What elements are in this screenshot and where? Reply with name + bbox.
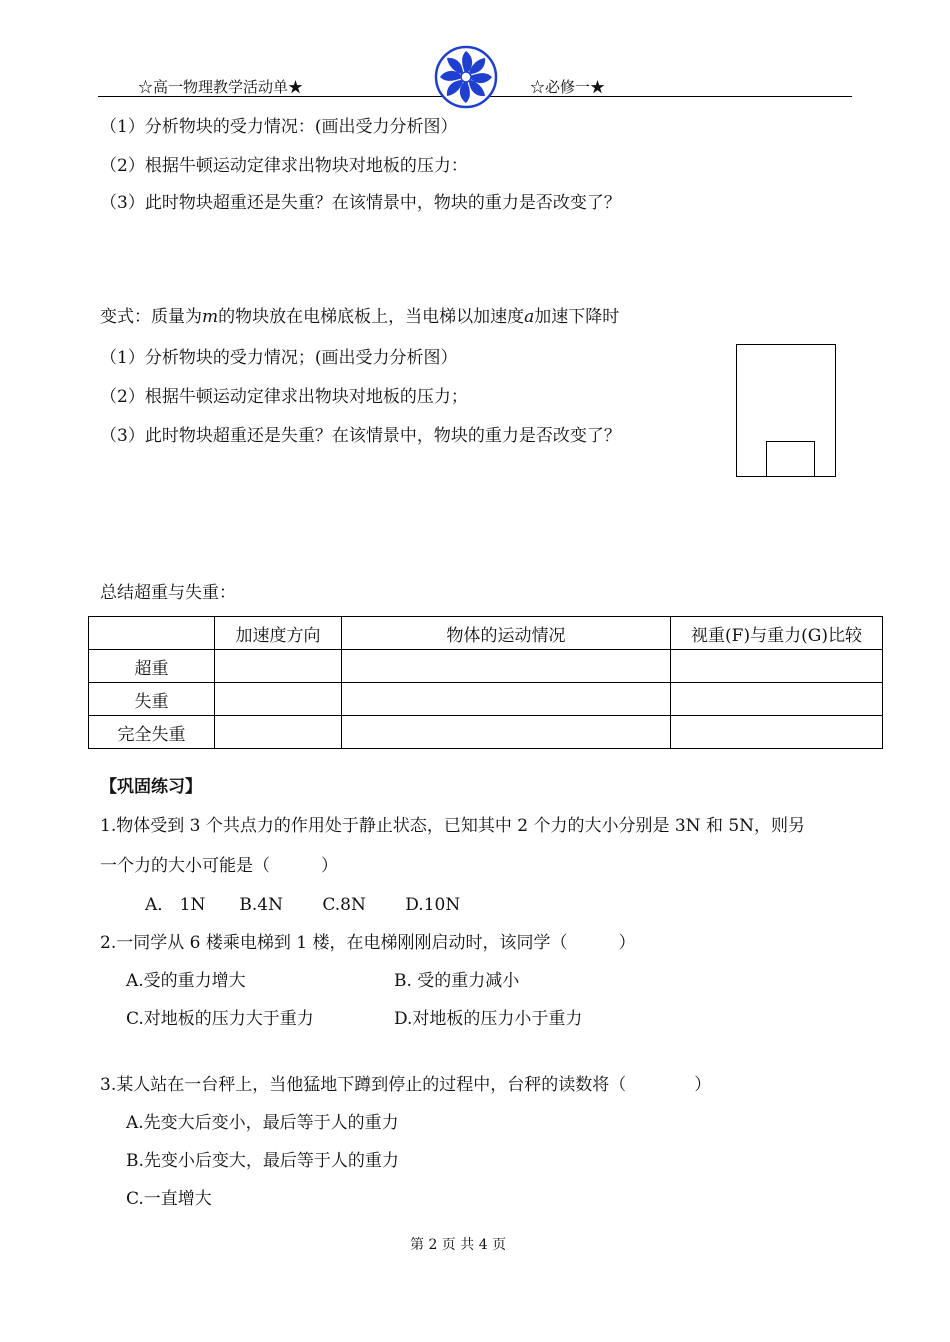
variant-text-1: 质量为: [151, 307, 202, 327]
practice-q2-option-d: D.对地板的压力小于重力: [394, 1009, 583, 1029]
summary-header-cell: 加速度方向: [215, 617, 342, 650]
header-left-title: ☆高一物理教学活动单★: [138, 78, 304, 96]
variant-label: 变式：: [100, 307, 151, 327]
summary-row-label: 失重: [89, 683, 215, 716]
variant-q1-text: 分析物块的受力情况；(画出受力分析图）: [144, 348, 458, 368]
school-logo-icon: [434, 45, 498, 109]
table-row: [89, 650, 883, 683]
summary-title: 总结超重与失重：: [100, 583, 236, 603]
summary-header-cell: [89, 617, 215, 650]
header-right-title: ☆必修一★: [530, 78, 606, 96]
part1-question-2: （2）根据牛顿运动定律求出物块对地板的压力：: [100, 156, 468, 176]
summary-header-row: [89, 617, 883, 650]
practice-title: 【巩固练习】: [100, 777, 202, 797]
variant-question-1: [100, 347, 457, 369]
part1-question-3: （3）此时物块超重还是失重？在该情景中，物块的重力是否改变了？: [100, 193, 621, 213]
table-row: [89, 683, 883, 716]
practice-q1-line1: 1.物体受到 3 个共点力的作用处于静止状态，已知其中 2 个力的大小分别是 3N 和 5N，则另: [100, 816, 806, 836]
variant-intro: [100, 306, 619, 328]
variant-text-3: 加速下降时: [534, 307, 620, 327]
summary-header-cell: 物体的运动情况: [342, 617, 671, 650]
summary-header-cell: 视重(F)与重力(G)比较: [671, 617, 883, 650]
variant-symbol-a: a: [524, 307, 535, 327]
practice-q1-options: A． 1N B.4N C.8N D.10N: [145, 895, 461, 915]
elevator-block: [766, 441, 815, 477]
variant-question-3: （3）此时物块超重还是失重？在该情景中，物块的重力是否改变了？: [100, 426, 621, 446]
practice-q2-option-a: A.受的重力增大: [126, 971, 246, 991]
practice-q2-option-b: B. 受的重力减小: [394, 971, 520, 991]
practice-q3-option-b: B.先变小后变大，最后等于人的重力: [126, 1151, 399, 1171]
variant-symbol-m: m: [202, 307, 219, 327]
page-footer: 第 2 页 共 4 页: [410, 1237, 507, 1253]
table-row: [89, 716, 883, 749]
practice-q2-stem: 2.一同学从 6 楼乘电梯到 1 楼，在电梯刚刚启动时，该同学（ ）: [100, 933, 636, 953]
variant-q1-number: （1）: [100, 348, 145, 368]
part1-question-1: （1）分析物块的受力情况：(画出受力分析图）: [100, 117, 458, 137]
practice-q2-option-c: C.对地板的压力大于重力: [126, 1009, 314, 1029]
summary-row-label: 完全失重: [89, 716, 215, 749]
summary-table: [88, 616, 883, 749]
variant-text-2: 的物块放在电梯底板上，当电梯以加速度: [218, 307, 525, 327]
practice-q1-line2: 一个力的大小可能是（ ）: [100, 856, 338, 876]
practice-q3-option-c: C.一直增大: [126, 1189, 212, 1209]
summary-row-label: 超重: [89, 650, 215, 683]
practice-q3-stem: 3.某人站在一台秤上，当他猛地下蹲到停止的过程中，台秤的读数将（ ）: [100, 1075, 712, 1095]
variant-question-2: （2）根据牛顿运动定律求出物块对地板的压力；: [100, 387, 468, 407]
practice-q3-option-a: A.先变大后变小，最后等于人的重力: [126, 1113, 399, 1133]
